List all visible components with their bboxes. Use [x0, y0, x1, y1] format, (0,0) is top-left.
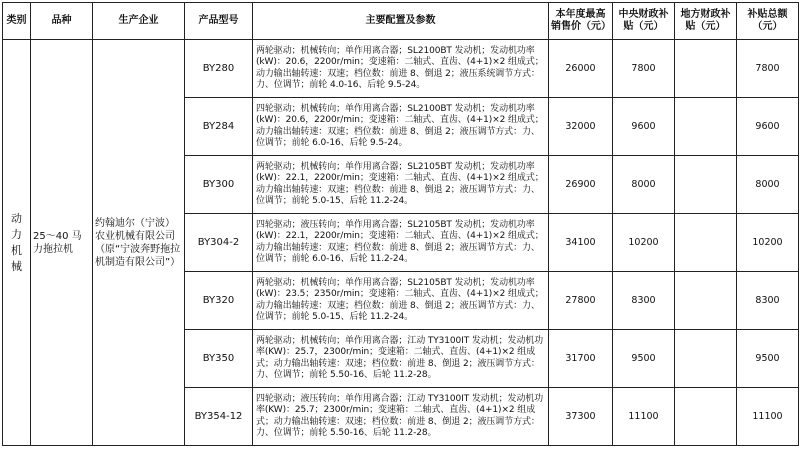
subsidy-table	[2, 2, 799, 446]
central-subsidy-cell: 10200	[613, 214, 675, 272]
config-cell: 四轮驱动；液压转向；单作用离合器；SL2105BT 发动机；发动机功率(kW)：22.1，2200r/min；变速箱：二轴式、直齿、(4+1)×2 组成式；动力输出轴转速：双速；档位数：前进 8、倒退 2；液压调节方式：力、位调节；前轮 6.0-16、后轮 11.2-24。	[253, 214, 549, 272]
total-subsidy-cell: 7800	[737, 40, 799, 98]
local-subsidy-cell	[675, 98, 737, 156]
header-variety: 品种	[31, 3, 93, 40]
total-subsidy-cell: 11100	[737, 388, 799, 446]
local-subsidy-cell	[675, 156, 737, 214]
config-cell: 两轮驱动；机械转向；单作用离合器；SL2105BT 发动机；发动机功率(kW)：22.1，2200r/min；变速箱：二轴式、直齿、(4+1)×2 组成式；动力输出轴转速：双速；档位数：前进 8、倒退 2；液压调节方式：力、位调节；前轮 5.0-15、后轮 11.2-24。	[253, 156, 549, 214]
header-total-subsidy: 补贴总额（元）	[737, 3, 799, 40]
total-subsidy-cell: 10200	[737, 214, 799, 272]
price-cell: 32000	[549, 98, 613, 156]
header-manufacturer: 生产企业	[93, 3, 185, 40]
table-row	[3, 40, 799, 98]
category-cell	[3, 40, 31, 446]
central-subsidy-cell: 11100	[613, 388, 675, 446]
central-subsidy-cell: 9600	[613, 98, 675, 156]
header-config: 主要配置及参数	[253, 3, 549, 40]
local-subsidy-cell	[675, 40, 737, 98]
central-subsidy-cell: 8000	[613, 156, 675, 214]
central-subsidy-cell: 9500	[613, 330, 675, 388]
total-subsidy-cell: 9600	[737, 98, 799, 156]
header-central-subsidy: 中央财政补贴（元）	[613, 3, 675, 40]
header-model: 产品型号	[185, 3, 253, 40]
price-cell: 26000	[549, 40, 613, 98]
total-subsidy-cell: 8000	[737, 156, 799, 214]
header-row	[3, 3, 799, 40]
variety-cell: 25～40 马力拖拉机	[31, 40, 93, 446]
header-local-subsidy: 地方财政补贴（元）	[675, 3, 737, 40]
model-cell: BY304-2	[185, 214, 253, 272]
local-subsidy-cell	[675, 214, 737, 272]
price-cell: 37300	[549, 388, 613, 446]
price-cell: 26900	[549, 156, 613, 214]
price-cell: 31700	[549, 330, 613, 388]
model-cell: BY280	[185, 40, 253, 98]
config-cell: 两轮驱动；机械转向；单作用离合器；江动 TY3100IT 发动机；发动机功率(KW)：25.7，2300r/min；变速箱：二轴式、直齿、(4+1)×2 组成式；动力输出轴转速：双速；档位数：前进 8、倒退 2；液压调节方式：力、位调节；前轮 5.50-16、后轮 11.2-28。	[253, 330, 549, 388]
local-subsidy-cell	[675, 388, 737, 446]
header-max-price: 本年度最高销售价（元）	[549, 3, 613, 40]
model-cell: BY300	[185, 156, 253, 214]
manufacturer-cell: 约翰迪尔（宁波）农业机械有限公司（原“宁波奔野拖拉机制造有限公司”）	[93, 40, 185, 446]
local-subsidy-cell	[675, 272, 737, 330]
price-cell: 34100	[549, 214, 613, 272]
total-subsidy-cell: 9500	[737, 330, 799, 388]
config-cell: 四轮驱动；液压转向；单作用离合器；江动 TY3100IT 发动机；发动机功率(KW)：25.7；2300r/min；变速箱：二轴式、直齿、(4+1)×2 组成式；动力输出轴转速：双速；档位数：前进 8、倒退 2；液压调节方式：力、位调节；前轮 5.50-16、后轮 11.2-28。	[253, 388, 549, 446]
config-cell: 两轮驱动；机械转向；单作用离合器；SL2105BT 发动机；发动机功率(kW)：23.5；2350r/min；变速箱：二轴式、直齿、(4+1)×2 组成式；动力输出轴转速：双速；档位数：前进 8、倒退 2；液压调节方式：力、位调节；前轮 5.0-15、后轮 11.2-24。	[253, 272, 549, 330]
category-text: 动力机械	[11, 211, 22, 273]
header-category: 类别	[3, 3, 31, 40]
total-subsidy-cell: 8300	[737, 272, 799, 330]
model-cell: BY354-12	[185, 388, 253, 446]
local-subsidy-cell	[675, 330, 737, 388]
model-cell: BY284	[185, 98, 253, 156]
subsidy-table-sheet	[2, 2, 798, 455]
model-cell: BY350	[185, 330, 253, 388]
central-subsidy-cell: 7800	[613, 40, 675, 98]
config-cell: 两轮驱动；机械转向；单作用离合器；SL2100BT 发动机；发动机功率(kW)：20.6，2200r/min；变速箱：二轴式、直齿、(4+1)×2 组成式；动力输出轴转速：双速；档位数：前进 8、倒退 2；液压系统调节方式：力、位调节；前轮 4.0-16、后轮 9.5-24。	[253, 40, 549, 98]
price-cell: 27800	[549, 272, 613, 330]
central-subsidy-cell: 8300	[613, 272, 675, 330]
model-cell: BY320	[185, 272, 253, 330]
config-cell: 四轮驱动；机械转向；单作用离合器；SL2100BT 发动机；发动机功率(kW)：20.6，2200r/min；变速箱：二轴式、直齿、(4+1)×2 组成式；动力输出轴转速：双速；档位数：前进 8、倒退 2；液压调节方式：力、位调节；前轮 6.0-16、后轮 9.5-24。	[253, 98, 549, 156]
